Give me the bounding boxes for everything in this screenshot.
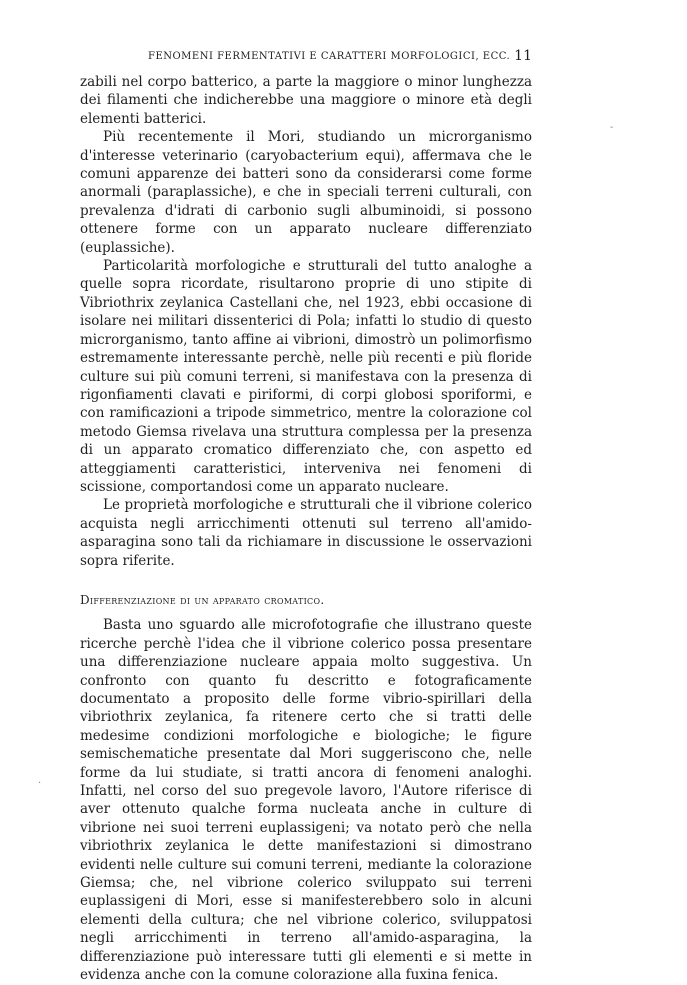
paragraph: Particolarità morfologiche e strutturali del tutto analoghe a quelle sopra ricordate, risultarono proprie di uno stipite di Vibriothrix zeylanica Castellani che, nel 1923, ebbi occasione di isolare nei militari dissenterici di Pola; infatti lo studio di questo microrganismo, tanto affine ai vibrioni, dimostrò un polimorfismo estremamente interessante perchè, nelle più recenti e più floride culture sui più comuni terreni, si manifestava con la presenza di rigonfiamenti clavati e piriformi, di corpi globosi sporiformi, e con ramificazioni a tripode simmetrico, mentre la colorazione col metodo Giemsa rivelava una struttura complessa per la presenza di un apparato cromatico differenziato che, con aspetto ed atteggiamenti caratteristici, interveniva nei fenomeni di scissione, comportandosi come un apparato nucleare. <box>80 258 532 495</box>
running-title: FENOMENI FERMENTATIVI E CARATTERI MORFOLOGICI, ECC. <box>148 51 511 62</box>
paragraph: Basta uno sguardo alle microfotografie che illustrano queste ricerche perchè l'idea che il vibrione colerico possa presentare una differenziazione nucleare appaia molto suggestiva. Un confronto con quanto fu descritto e fotograficamente documentato a proposito delle forme vibrio-spirillari della vibriothrix zeylanica, fa ritenere certo che si tratti delle medesime condizioni morfologiche e biologiche; le figure semischematiche presentate dal Mori suggeriscono che, nelle forme da lui studiate, si tratti ancora di fenomeni analoghi. Infatti, nel corso del suo pregevole lavoro, l'Autore riferisce di aver ottenuto qualche forma nucleata anche in culture di vibrione nei suoi terreni euplassigeni; va notato però che nella vibriothrix zeylanica le dette manifestazioni si dimostrano evidenti nelle culture sui comuni terreni, mediante la colorazione Giemsa; che, nel vibrione colerico sviluppato sui terreni euplassigeni di Mori, esse si manifesterebbero solo in alcuni elementi della cultura; che nel vibrione colerico, sviluppatosi negli arricchimenti in terreno all'amido-asparagina, la differenziazione può interessare tutti gli elementi e si mette in evidenza anche con la comune colorazione alla fuxina fenica. <box>80 617 532 984</box>
page-number: 11 <box>514 48 532 64</box>
paragraph: zabili nel corpo batterico, a parte la maggiore o minor lunghezza dei filamenti che indicherebbe una maggiore o minore età degli elementi batterici. <box>80 74 532 127</box>
section-heading: Differenziazione di un apparato cromatico. <box>80 592 325 607</box>
paragraph: Più recentemente il Mori, studiando un microrganismo d'interesse veterinario (caryobacterium equi), affermava che le comuni apparenze dei batteri sono da considerarsi come forme anormali (paraplassiche), e che in speciali terreni culturali, con prevalenza d'idrati di carbonio sugli albuminoidi, si possono ottenere forme con un apparato nucleare differenziato (euplassiche). <box>80 129 532 256</box>
paragraph: Le proprietà morfologiche e strutturali che il vibrione colerico acquista negli arricchimenti ottenuti sul terreno all'amido-asparagina sono tali da richiamare in discussione le osservazioni sopra riferite. <box>80 497 532 569</box>
page-body <box>80 73 532 985</box>
scan-speck: · <box>38 778 42 789</box>
scan-speck: - <box>610 122 614 133</box>
